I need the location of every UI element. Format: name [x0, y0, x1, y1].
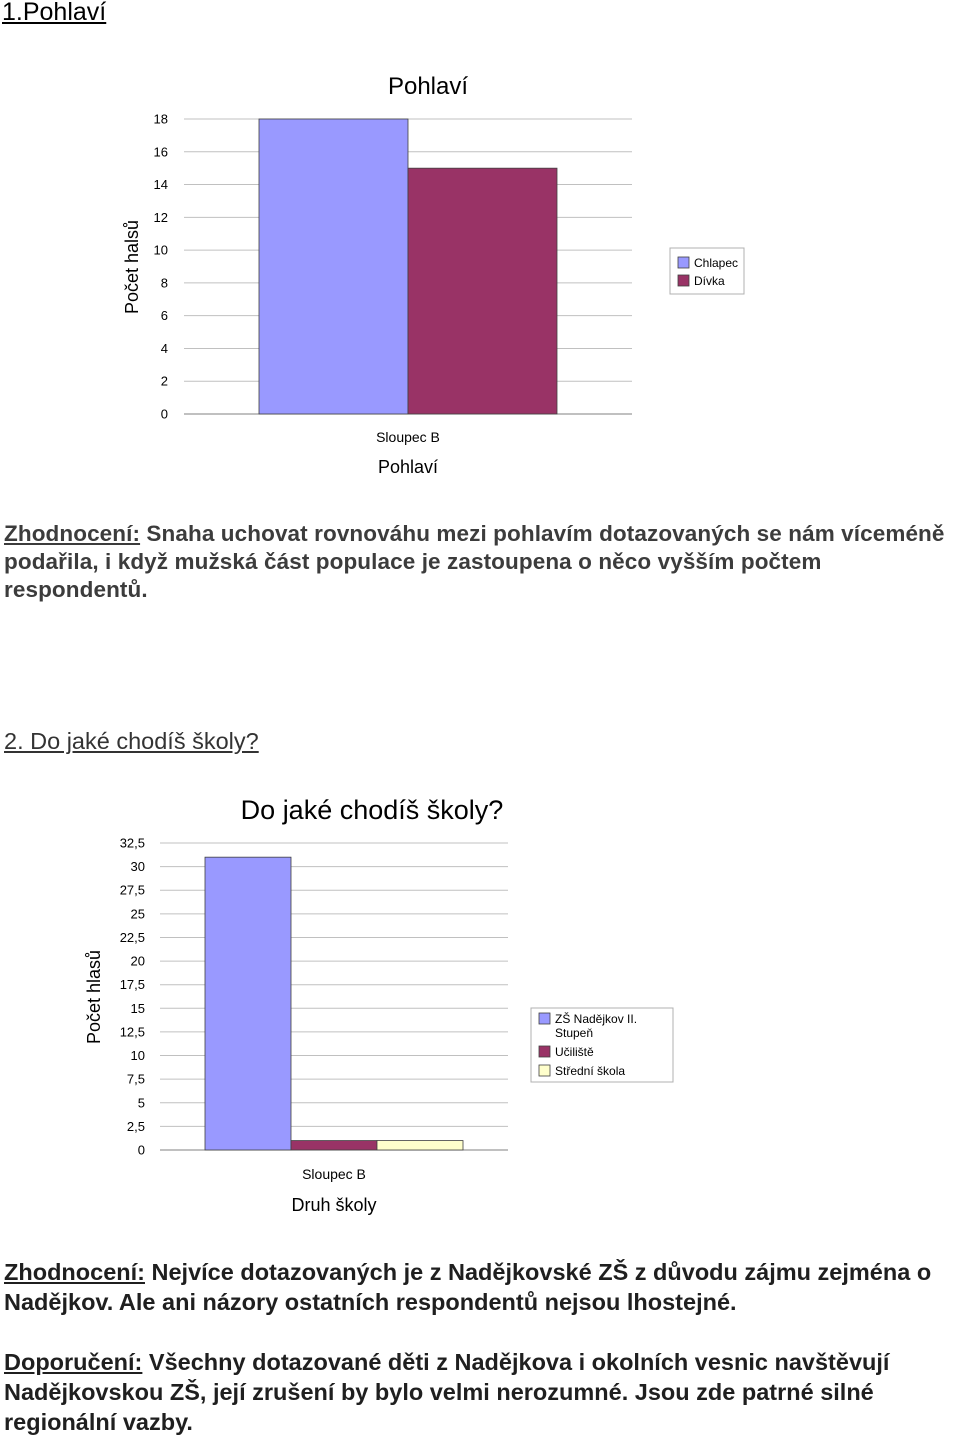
y-tick-label: 14	[153, 177, 168, 193]
y-tick-label: 5	[137, 1095, 145, 1111]
y-tick-label: 30	[130, 859, 145, 875]
legend-label-3: Střední škola	[555, 1064, 626, 1078]
legend-swatch-2	[539, 1046, 550, 1057]
evaluation-gender	[4, 520, 960, 604]
chart-school	[0, 785, 960, 1225]
y-tick-label: 0	[137, 1142, 145, 1158]
bar-1	[259, 119, 408, 414]
y-tick-label: 27,5	[119, 882, 145, 898]
recommendation	[4, 1347, 960, 1437]
y-tick-label: 22,5	[119, 929, 145, 945]
x-category-label: Sloupec B	[376, 429, 440, 445]
evaluation-text: Snaha uchovat rovnováhu mezi pohlavím dotazovaných se nám víceméně podařila, i když mužská část populace je zastoupena o něco vyšším počtem respondentů.	[4, 521, 945, 602]
y-axis-title: Počet hlasů	[84, 949, 104, 1045]
bar-1	[205, 857, 291, 1150]
y-tick-label: 16	[153, 144, 168, 160]
legend-swatch-2	[678, 275, 689, 286]
x-category-label: Sloupec B	[302, 1166, 366, 1182]
y-tick-label: 10	[153, 242, 168, 258]
bar-2	[408, 168, 557, 414]
legend-label-1: Chlapec	[694, 256, 739, 270]
y-axis-title: Počet halsů	[122, 219, 142, 315]
y-tick-label: 15	[130, 1000, 145, 1016]
y-tick-label: 12,5	[119, 1024, 145, 1040]
y-tick-label: 25	[130, 906, 145, 922]
y-tick-label: 6	[160, 308, 168, 324]
legend-label-2: Učiliště	[555, 1045, 594, 1059]
bar-2	[291, 1141, 377, 1150]
x-axis-title: Druh školy	[291, 1195, 377, 1215]
legend-label-2: Dívka	[694, 274, 725, 288]
legend-label-1: ZŠ Nadějkov II. Stupeň	[555, 1012, 638, 1040]
recommendation-label: Doporučení:	[4, 1349, 143, 1375]
section-heading-school: 2. Do jaké chodíš školy?	[4, 728, 259, 754]
y-tick-label: 2	[160, 373, 168, 389]
y-tick-label: 0	[160, 406, 168, 422]
chart-gender	[0, 60, 960, 490]
section-heading-gender: 1.Pohlaví	[2, 0, 107, 26]
legend-swatch-1	[539, 1013, 550, 1024]
evaluation-school	[4, 1257, 960, 1317]
x-axis-title: Pohlaví	[377, 457, 439, 477]
evaluation-text: Nejvíce dotazovaných je z Nadějkovské ZŠ z důvodu zájmu zejména o Nadějkov. Ale ani názory ostatních respondentů nejsou lhostejné.	[4, 1259, 932, 1315]
chart-title: Do jaké chodíš školy?	[240, 795, 504, 825]
y-tick-label: 12	[153, 209, 168, 225]
y-tick-label: 18	[153, 111, 168, 127]
bar-3	[377, 1141, 463, 1150]
legend-swatch-3	[539, 1065, 550, 1076]
y-tick-label: 32,5	[119, 835, 145, 851]
recommendation-text: Všechny dotazované děti z Nadějkova i okolních vesnic navštěvují Nadějkovskou ZŠ, její zrušení by bylo velmi nerozumné. Jsou zde patrné silné regionální vazby.	[4, 1349, 890, 1435]
y-tick-label: 4	[160, 340, 168, 356]
y-tick-label: 7,5	[126, 1071, 145, 1087]
evaluation-label: Zhodnocení:	[4, 1259, 145, 1285]
evaluation-label: Zhodnocení:	[4, 521, 141, 546]
y-tick-label: 8	[160, 275, 168, 291]
y-tick-label: 17,5	[119, 977, 145, 993]
y-tick-label: 20	[130, 953, 145, 969]
legend-swatch-1	[678, 257, 689, 268]
y-tick-label: 10	[130, 1048, 145, 1064]
chart-title: Pohlaví	[387, 73, 469, 100]
y-tick-label: 2,5	[126, 1118, 145, 1134]
